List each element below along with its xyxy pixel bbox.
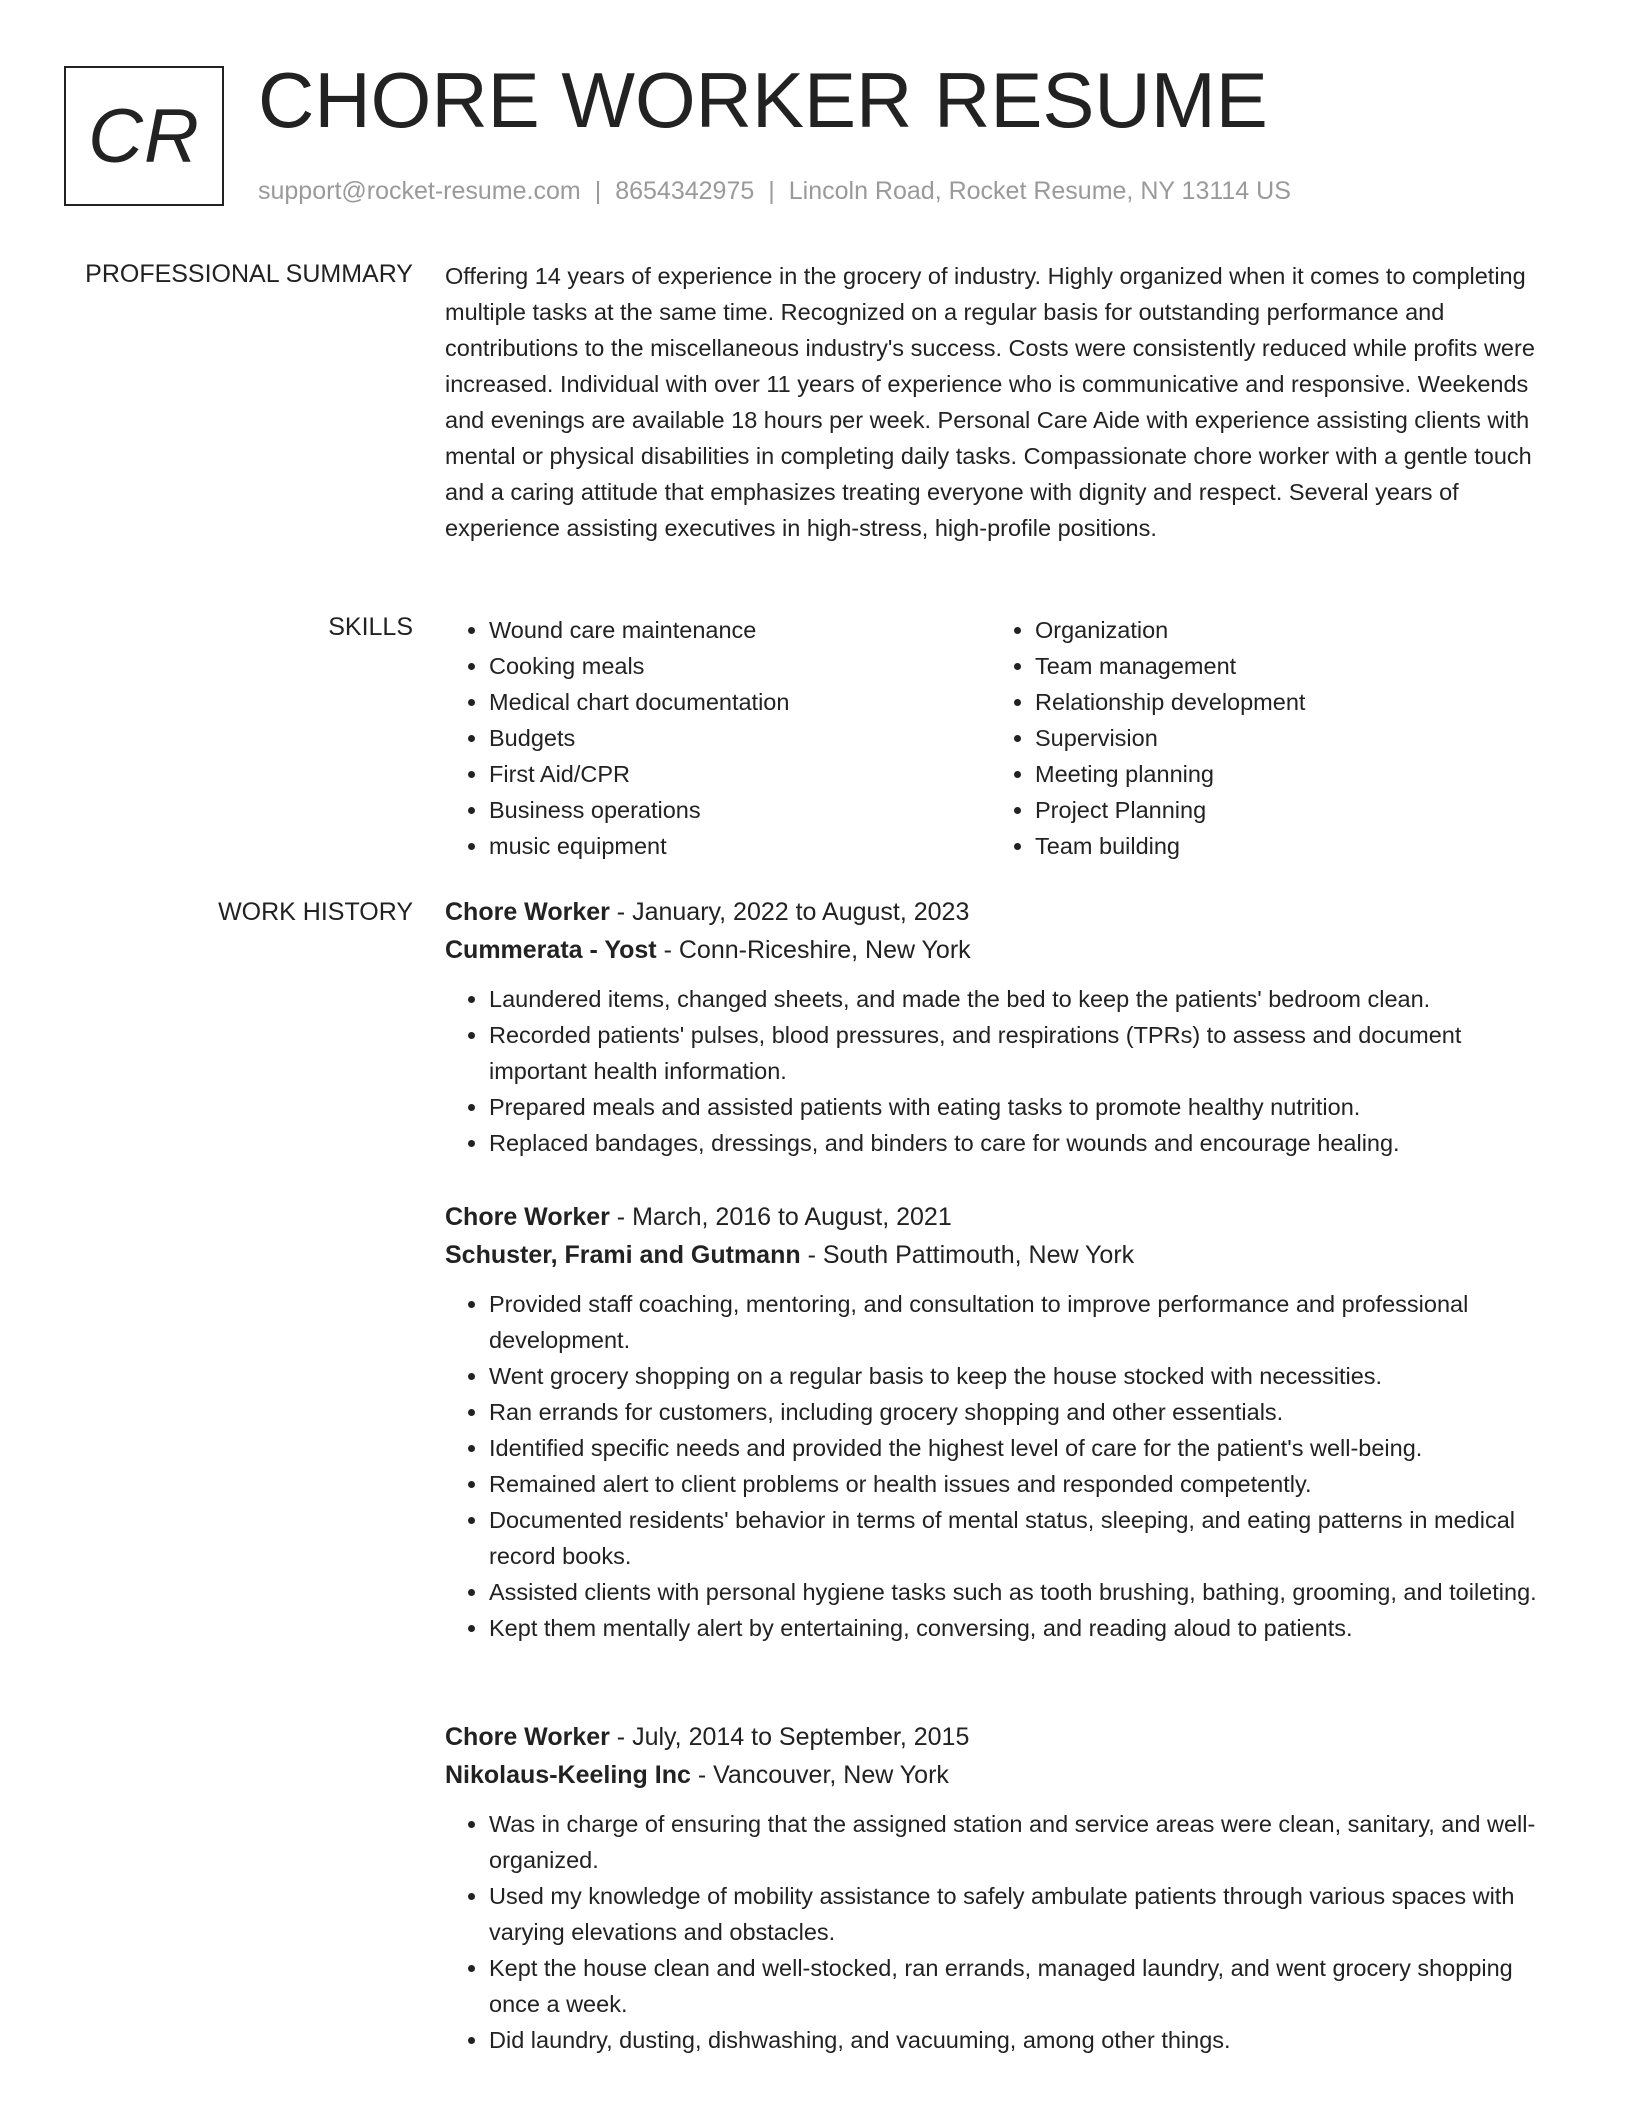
job-duties xyxy=(445,1806,1555,2058)
job-company: Cummerata - Yost xyxy=(445,936,657,964)
job-company-line xyxy=(445,931,1555,969)
job-duty: • Documented residents' behavior in terms of mental status, sleeping, and eating patterns in medical record books. xyxy=(489,1502,1555,1574)
job-title-line xyxy=(445,1198,1555,1236)
skills-column-2 xyxy=(991,612,1305,864)
skill-item: • Wound care maintenance xyxy=(489,612,991,648)
contact-line xyxy=(258,174,1291,208)
skill-item: • Meeting planning xyxy=(1035,756,1305,792)
job-dates: - March, 2016 to August, 2021 xyxy=(609,1203,952,1231)
skills-column-1 xyxy=(445,612,991,864)
contact-email: support@rocket-resume.com xyxy=(258,177,581,205)
job-location: - Vancouver, New York xyxy=(690,1761,949,1789)
contact-separator: | xyxy=(594,177,602,205)
job-duty: • Kept the house clean and well-stocked, ran errands, managed laundry, and went grocery shopping once a week. xyxy=(489,1950,1555,2022)
job-duty: • Remained alert to client problems or health issues and responded competently. xyxy=(489,1466,1555,1502)
skill-item: • Relationship development xyxy=(1035,684,1305,720)
job-duty: • Replaced bandages, dressings, and binders to care for wounds and encourage healing. xyxy=(489,1125,1555,1161)
contact-separator: | xyxy=(768,177,775,205)
summary-text: Offering 14 years of experience in the grocery of industry. Highly organized when it comes to completing multiple tasks at the same time. Recognized on a regular basis for outstanding performance and contributions to the miscellaneous industry's success. Costs were consistently reduced while profits were increased. Individual with over 11 years of experience who is communicative and responsive. Weekends and evenings are available 18 hours per week. Personal Care Aide with experience assisting clients with mental or physical disabilities in completing daily tasks. Compassionate chore worker with a gentle touch and a caring attitude that emphasizes treating everyone with dignity and respect. Several years of experience assisting executives in high-stress, high-profile positions. xyxy=(445,263,1535,541)
job-entry xyxy=(445,893,1555,1161)
job-duty: • Ran errands for customers, including grocery shopping and other essentials. xyxy=(489,1394,1555,1430)
monogram-logo xyxy=(64,66,224,206)
job-duty: • Identified specific needs and provided the highest level of care for the patient's well-being. xyxy=(489,1430,1555,1466)
job-company-line xyxy=(445,1756,1555,1794)
skill-item: • Budgets xyxy=(489,720,991,756)
job-duty: • Went grocery shopping on a regular basis to keep the house stocked with necessities. xyxy=(489,1358,1555,1394)
job-dates: - January, 2022 to August, 2023 xyxy=(609,898,970,926)
job-dates: - July, 2014 to September, 2015 xyxy=(609,1723,970,1751)
job-duties xyxy=(445,1286,1555,1646)
job-duty: • Assisted clients with personal hygiene tasks such as tooth brushing, bathing, grooming, and toileting. xyxy=(489,1574,1555,1610)
job-duties xyxy=(445,981,1555,1161)
job-title: Chore Worker xyxy=(445,1723,610,1751)
job-company: Nikolaus-Keeling Inc xyxy=(445,1761,691,1789)
section-label-summary: PROFESSIONAL SUMMARY xyxy=(85,260,413,288)
skill-item: • Supervision xyxy=(1035,720,1305,756)
section-label-skills: SKILLS xyxy=(328,613,413,641)
job-duty: • Recorded patients' pulses, blood pressures, and respirations (TPRs) to assess and document important health information. xyxy=(489,1017,1555,1089)
section-label-work-history: WORK HISTORY xyxy=(218,898,413,926)
skill-item: • Cooking meals xyxy=(489,648,991,684)
job-company-line xyxy=(445,1236,1555,1274)
job-duty: • Was in charge of ensuring that the assigned station and service areas were clean, sanitary, and well-organized. xyxy=(489,1806,1555,1878)
skill-item: • Team management xyxy=(1035,648,1305,684)
job-duty: • Provided staff coaching, mentoring, and consultation to improve performance and professional development. xyxy=(489,1286,1555,1358)
job-duty: • Used my knowledge of mobility assistance to safely ambulate patients through various spaces with varying elevations and obstacles. xyxy=(489,1878,1555,1950)
job-location: - Conn-Riceshire, New York xyxy=(656,936,971,964)
contact-address: Lincoln Road, Rocket Resume, NY 13114 US xyxy=(788,177,1291,205)
job-entry xyxy=(445,1718,1555,2058)
skill-item: • Business operations xyxy=(489,792,991,828)
skill-item: • Project Planning xyxy=(1035,792,1305,828)
job-duty: • Kept them mentally alert by entertaining, conversing, and reading aloud to patients. xyxy=(489,1610,1555,1646)
job-location: - South Pattimouth, New York xyxy=(800,1241,1135,1269)
job-title: Chore Worker xyxy=(445,898,610,926)
monogram-initials: CR xyxy=(88,93,200,179)
job-entry xyxy=(445,1198,1555,1646)
job-title-line xyxy=(445,893,1555,931)
skill-item: • Organization xyxy=(1035,612,1305,648)
job-duty: • Laundered items, changed sheets, and made the bed to keep the patients' bedroom clean. xyxy=(489,981,1555,1017)
skill-item: • Team building xyxy=(1035,828,1305,864)
contact-phone: 8654342975 xyxy=(615,177,755,205)
skill-item: • First Aid/CPR xyxy=(489,756,991,792)
job-duty: • Prepared meals and assisted patients with eating tasks to promote healthy nutrition. xyxy=(489,1089,1555,1125)
skill-item: • music equipment xyxy=(489,828,991,864)
skill-item: • Medical chart documentation xyxy=(489,684,991,720)
resume-title: CHORE WORKER RESUME xyxy=(258,56,1268,144)
skills-list xyxy=(445,612,1555,864)
job-title: Chore Worker xyxy=(445,1203,610,1231)
job-company: Schuster, Frami and Gutmann xyxy=(445,1241,801,1269)
job-title-line xyxy=(445,1718,1555,1756)
job-duty: • Did laundry, dusting, dishwashing, and vacuuming, among other things. xyxy=(489,2022,1555,2058)
